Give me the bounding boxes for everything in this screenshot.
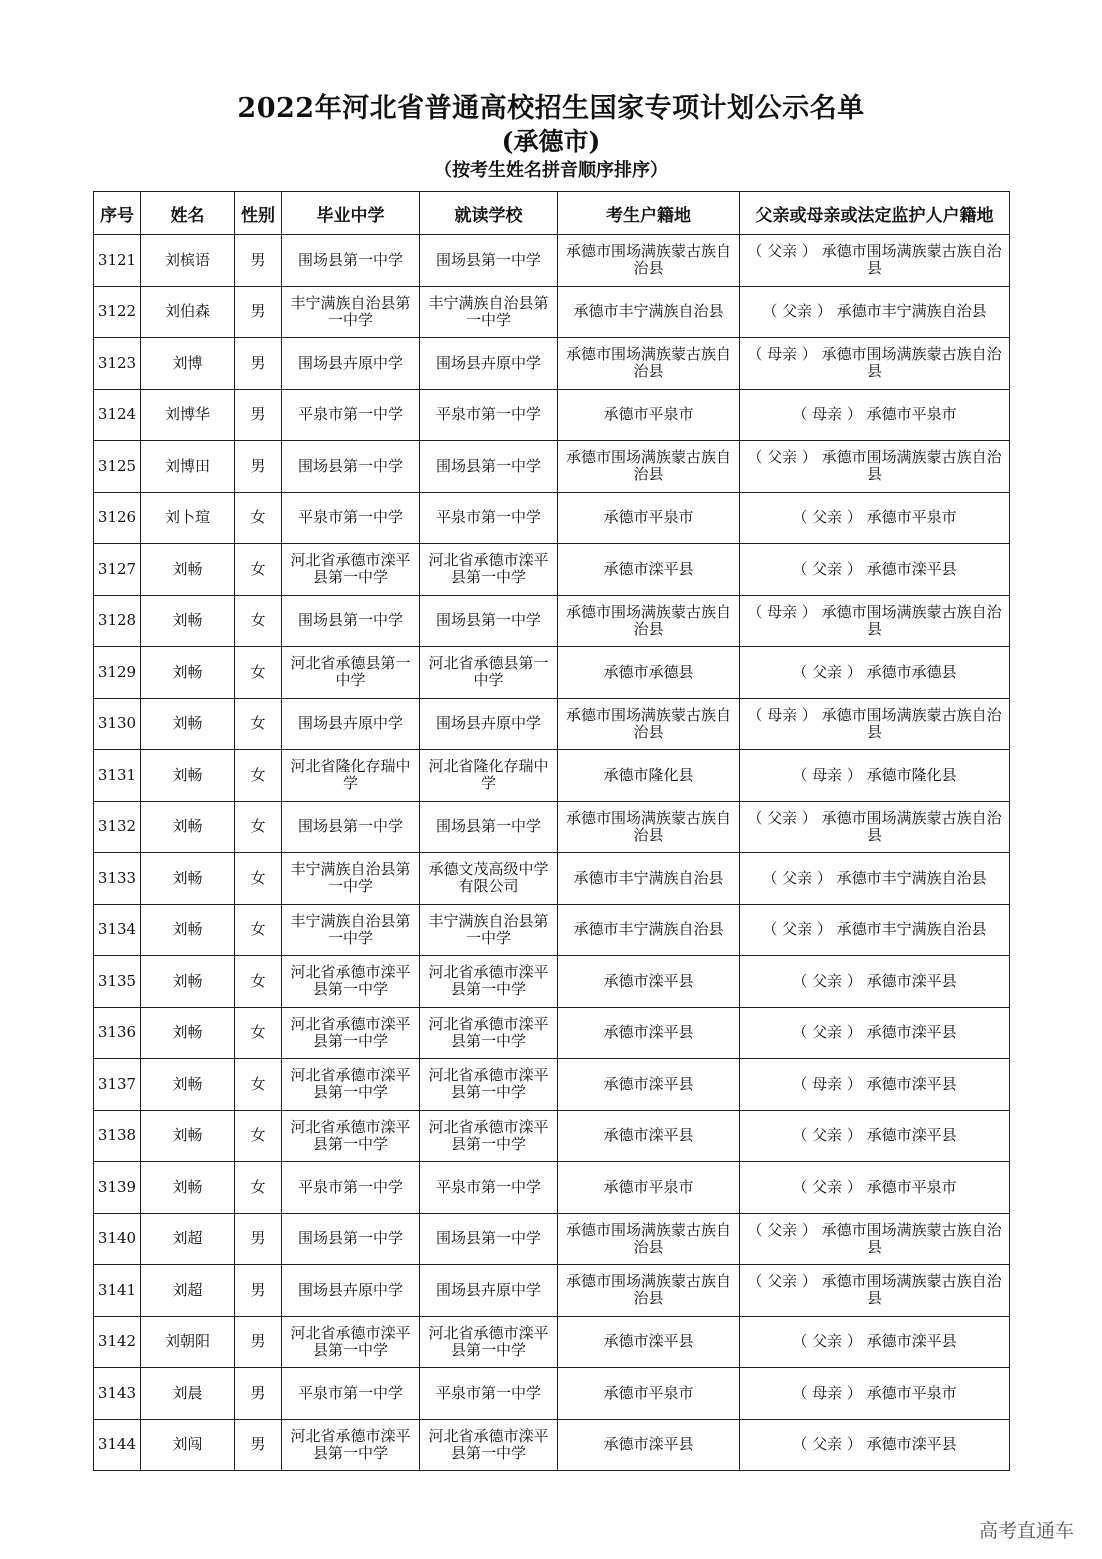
cell-name: 刘伯森 <box>141 286 235 338</box>
cell-gender: 女 <box>235 904 282 956</box>
cell-seq: 3141 <box>94 1265 141 1317</box>
cell-seq: 3142 <box>94 1316 141 1368</box>
table-row <box>94 1368 1010 1420</box>
table-row <box>94 595 1010 647</box>
cell-gender: 女 <box>235 1059 282 1111</box>
table-header <box>94 192 1010 235</box>
cell-current-school: 河北省承德市滦平县第一中学 <box>420 544 558 596</box>
table-row <box>94 904 1010 956</box>
cell-seq: 3132 <box>94 801 141 853</box>
cell-name: 刘畅 <box>141 904 235 956</box>
cell-name: 刘闯 <box>141 1419 235 1471</box>
cell-seq: 3126 <box>94 492 141 544</box>
sort-note: （按考生姓名拼音顺序排序） <box>434 160 668 181</box>
cell-seq: 3133 <box>94 853 141 905</box>
cell-student-residence: 承德市滦平县 <box>558 1110 740 1162</box>
cell-name: 刘畅 <box>141 750 235 802</box>
table-row <box>94 441 1010 493</box>
cell-seq: 3128 <box>94 595 141 647</box>
table-row <box>94 956 1010 1008</box>
table-row <box>94 544 1010 596</box>
cell-student-residence: 承德市围场满族蒙古族自治县 <box>558 441 740 493</box>
cell-graduation-school: 河北省承德市滦平县第一中学 <box>282 1316 420 1368</box>
cell-name: 刘畅 <box>141 544 235 596</box>
cell-name: 刘畅 <box>141 1162 235 1214</box>
cell-guardian-residence: （ 父亲 ） 承德市围场满族蒙古族自治县 <box>740 235 1010 287</box>
cell-graduation-school: 河北省承德市滦平县第一中学 <box>282 1059 420 1111</box>
cell-current-school: 河北省隆化存瑞中学 <box>420 750 558 802</box>
cell-guardian-residence: （ 父亲 ） 承德市丰宁满族自治县 <box>740 904 1010 956</box>
cell-gender: 男 <box>235 1213 282 1265</box>
cell-graduation-school: 丰宁满族自治县第一中学 <box>282 286 420 338</box>
cell-student-residence: 承德市平泉市 <box>558 1368 740 1420</box>
cell-seq: 3129 <box>94 647 141 699</box>
page-subtitle: (承德市) <box>501 127 601 156</box>
cell-seq: 3143 <box>94 1368 141 1420</box>
cell-graduation-school: 丰宁满族自治县第一中学 <box>282 904 420 956</box>
cell-gender: 女 <box>235 647 282 699</box>
cell-current-school: 河北省承德市滦平县第一中学 <box>420 1059 558 1111</box>
cell-gender: 女 <box>235 544 282 596</box>
cell-name: 刘畅 <box>141 647 235 699</box>
table-row <box>94 1110 1010 1162</box>
cell-seq: 3144 <box>94 1419 141 1471</box>
table-row <box>94 389 1010 441</box>
cell-graduation-school: 河北省承德市滦平县第一中学 <box>282 1007 420 1059</box>
header-row <box>94 192 1010 235</box>
admission-list-table <box>93 191 1010 1471</box>
cell-seq: 3127 <box>94 544 141 596</box>
cell-student-residence: 承德市承德县 <box>558 647 740 699</box>
cell-gender: 女 <box>235 1162 282 1214</box>
cell-student-residence: 承德市围场满族蒙古族自治县 <box>558 338 740 390</box>
cell-gender: 男 <box>235 1368 282 1420</box>
cell-gender: 男 <box>235 235 282 287</box>
cell-name: 刘博田 <box>141 441 235 493</box>
cell-guardian-residence: （ 父亲 ） 承德市平泉市 <box>740 492 1010 544</box>
table-row <box>94 1007 1010 1059</box>
cell-seq: 3140 <box>94 1213 141 1265</box>
cell-student-residence: 承德市围场满族蒙古族自治县 <box>558 595 740 647</box>
table-row <box>94 801 1010 853</box>
cell-name: 刘晨 <box>141 1368 235 1420</box>
cell-graduation-school: 平泉市第一中学 <box>282 1368 420 1420</box>
cell-name: 刘卜瑄 <box>141 492 235 544</box>
cell-name: 刘畅 <box>141 1059 235 1111</box>
cell-guardian-residence: （ 父亲 ） 承德市滦平县 <box>740 1419 1010 1471</box>
cell-graduation-school: 河北省承德市滦平县第一中学 <box>282 1419 420 1471</box>
cell-graduation-school: 河北省隆化存瑞中学 <box>282 750 420 802</box>
cell-name: 刘畅 <box>141 801 235 853</box>
cell-guardian-residence: （ 父亲 ） 承德市围场满族蒙古族自治县 <box>740 801 1010 853</box>
table-row <box>94 647 1010 699</box>
cell-guardian-residence: （ 父亲 ） 承德市围场满族蒙古族自治县 <box>740 1213 1010 1265</box>
cell-student-residence: 承德市平泉市 <box>558 389 740 441</box>
cell-student-residence: 承德市丰宁满族自治县 <box>558 904 740 956</box>
cell-seq: 3122 <box>94 286 141 338</box>
col-header-current-school: 就读学校 <box>420 192 558 235</box>
cell-graduation-school: 平泉市第一中学 <box>282 389 420 441</box>
cell-guardian-residence: （ 父亲 ） 承德市滦平县 <box>740 1110 1010 1162</box>
cell-current-school: 河北省承德市滦平县第一中学 <box>420 1419 558 1471</box>
cell-gender: 女 <box>235 956 282 1008</box>
cell-student-residence: 承德市滦平县 <box>558 544 740 596</box>
cell-current-school: 河北省承德市滦平县第一中学 <box>420 956 558 1008</box>
cell-current-school: 围场县卉原中学 <box>420 338 558 390</box>
cell-current-school: 河北省承德市滦平县第一中学 <box>420 1007 558 1059</box>
cell-gender: 男 <box>235 1316 282 1368</box>
cell-guardian-residence: （ 父亲 ） 承德市滦平县 <box>740 1007 1010 1059</box>
cell-name: 刘畅 <box>141 698 235 750</box>
table-row <box>94 853 1010 905</box>
cell-student-residence: 承德市滦平县 <box>558 1059 740 1111</box>
cell-student-residence: 承德市平泉市 <box>558 492 740 544</box>
watermark-text: 高考直通车 <box>978 1520 1074 1542</box>
cell-current-school: 围场县卉原中学 <box>420 698 558 750</box>
cell-gender: 女 <box>235 750 282 802</box>
cell-gender: 男 <box>235 389 282 441</box>
cell-guardian-residence: （ 母亲 ） 承德市围场满族蒙古族自治县 <box>740 595 1010 647</box>
cell-name: 刘朝阳 <box>141 1316 235 1368</box>
cell-student-residence: 承德市围场满族蒙古族自治县 <box>558 698 740 750</box>
cell-student-residence: 承德市滦平县 <box>558 956 740 1008</box>
col-header-name: 姓名 <box>141 192 235 235</box>
cell-student-residence: 承德市围场满族蒙古族自治县 <box>558 801 740 853</box>
cell-seq: 3125 <box>94 441 141 493</box>
col-header-guardian-residence: 父亲或母亲或法定监护人户籍地 <box>740 192 1010 235</box>
cell-current-school: 平泉市第一中学 <box>420 389 558 441</box>
cell-student-residence: 承德市围场满族蒙古族自治县 <box>558 1213 740 1265</box>
page-title: 2022年河北省普通高校招生国家专项计划公示名单 <box>237 93 865 124</box>
cell-name: 刘超 <box>141 1265 235 1317</box>
cell-graduation-school: 河北省承德县第一中学 <box>282 647 420 699</box>
cell-name: 刘畅 <box>141 595 235 647</box>
cell-current-school: 平泉市第一中学 <box>420 1162 558 1214</box>
cell-graduation-school: 围场县第一中学 <box>282 595 420 647</box>
cell-current-school: 围场县卉原中学 <box>420 1265 558 1317</box>
cell-guardian-residence: （ 父亲 ） 承德市滦平县 <box>740 1316 1010 1368</box>
cell-name: 刘畅 <box>141 853 235 905</box>
cell-guardian-residence: （ 父亲 ） 承德市丰宁满族自治县 <box>740 286 1010 338</box>
col-header-student-residence: 考生户籍地 <box>558 192 740 235</box>
cell-seq: 3136 <box>94 1007 141 1059</box>
cell-student-residence: 承德市滦平县 <box>558 1316 740 1368</box>
cell-name: 刘博华 <box>141 389 235 441</box>
cell-name: 刘超 <box>141 1213 235 1265</box>
cell-current-school: 围场县第一中学 <box>420 235 558 287</box>
cell-graduation-school: 围场县第一中学 <box>282 1213 420 1265</box>
cell-current-school: 围场县第一中学 <box>420 1213 558 1265</box>
cell-guardian-residence: （ 母亲 ） 承德市隆化县 <box>740 750 1010 802</box>
cell-graduation-school: 丰宁满族自治县第一中学 <box>282 853 420 905</box>
cell-guardian-residence: （ 父亲 ） 承德市承德县 <box>740 647 1010 699</box>
cell-gender: 女 <box>235 853 282 905</box>
table-row <box>94 1162 1010 1214</box>
cell-gender: 男 <box>235 1419 282 1471</box>
col-header-seq: 序号 <box>94 192 141 235</box>
cell-student-residence: 承德市丰宁满族自治县 <box>558 286 740 338</box>
cell-guardian-residence: （ 母亲 ） 承德市围场满族蒙古族自治县 <box>740 698 1010 750</box>
cell-student-residence: 承德市隆化县 <box>558 750 740 802</box>
cell-guardian-residence: （ 母亲 ） 承德市滦平县 <box>740 1059 1010 1111</box>
cell-current-school: 围场县第一中学 <box>420 441 558 493</box>
table-body <box>94 235 1010 1471</box>
cell-graduation-school: 河北省承德市滦平县第一中学 <box>282 1110 420 1162</box>
col-header-graduation-school: 毕业中学 <box>282 192 420 235</box>
cell-graduation-school: 围场县卉原中学 <box>282 1265 420 1317</box>
cell-graduation-school: 河北省承德市滦平县第一中学 <box>282 956 420 1008</box>
table-row <box>94 1419 1010 1471</box>
cell-gender: 女 <box>235 1110 282 1162</box>
cell-gender: 女 <box>235 698 282 750</box>
cell-graduation-school: 围场县第一中学 <box>282 441 420 493</box>
cell-name: 刘槟语 <box>141 235 235 287</box>
cell-name: 刘博 <box>141 338 235 390</box>
cell-student-residence: 承德市围场满族蒙古族自治县 <box>558 235 740 287</box>
cell-current-school: 丰宁满族自治县第一中学 <box>420 904 558 956</box>
cell-current-school: 平泉市第一中学 <box>420 1368 558 1420</box>
table-row <box>94 1059 1010 1111</box>
table-row <box>94 338 1010 390</box>
cell-student-residence: 承德市丰宁满族自治县 <box>558 853 740 905</box>
cell-seq: 3134 <box>94 904 141 956</box>
cell-seq: 3137 <box>94 1059 141 1111</box>
cell-graduation-school: 平泉市第一中学 <box>282 1162 420 1214</box>
cell-name: 刘畅 <box>141 956 235 1008</box>
cell-guardian-residence: （ 父亲 ） 承德市平泉市 <box>740 1162 1010 1214</box>
cell-seq: 3121 <box>94 235 141 287</box>
cell-seq: 3131 <box>94 750 141 802</box>
cell-seq: 3138 <box>94 1110 141 1162</box>
col-header-gender: 性别 <box>235 192 282 235</box>
cell-graduation-school: 围场县卉原中学 <box>282 338 420 390</box>
cell-current-school: 河北省承德市滦平县第一中学 <box>420 1110 558 1162</box>
table-row <box>94 1213 1010 1265</box>
cell-seq: 3123 <box>94 338 141 390</box>
cell-gender: 女 <box>235 492 282 544</box>
cell-current-school: 丰宁满族自治县第一中学 <box>420 286 558 338</box>
cell-seq: 3130 <box>94 698 141 750</box>
table-row <box>94 235 1010 287</box>
table-row <box>94 698 1010 750</box>
cell-gender: 男 <box>235 441 282 493</box>
cell-student-residence: 承德市滦平县 <box>558 1007 740 1059</box>
cell-guardian-residence: （ 父亲 ） 承德市丰宁满族自治县 <box>740 853 1010 905</box>
cell-gender: 男 <box>235 338 282 390</box>
cell-seq: 3124 <box>94 389 141 441</box>
cell-gender: 女 <box>235 801 282 853</box>
table-row <box>94 1265 1010 1317</box>
cell-guardian-residence: （ 父亲 ） 承德市围场满族蒙古族自治县 <box>740 1265 1010 1317</box>
cell-guardian-residence: （ 母亲 ） 承德市围场满族蒙古族自治县 <box>740 338 1010 390</box>
cell-seq: 3135 <box>94 956 141 1008</box>
table-row <box>94 1316 1010 1368</box>
cell-name: 刘畅 <box>141 1007 235 1059</box>
cell-current-school: 围场县第一中学 <box>420 801 558 853</box>
cell-seq: 3139 <box>94 1162 141 1214</box>
cell-current-school: 承德文茂高级中学有限公司 <box>420 853 558 905</box>
cell-graduation-school: 围场县卉原中学 <box>282 698 420 750</box>
cell-current-school: 河北省承德市滦平县第一中学 <box>420 1316 558 1368</box>
cell-guardian-residence: （ 父亲 ） 承德市滦平县 <box>740 956 1010 1008</box>
cell-student-residence: 承德市围场满族蒙古族自治县 <box>558 1265 740 1317</box>
cell-gender: 男 <box>235 1265 282 1317</box>
cell-guardian-residence: （ 母亲 ） 承德市平泉市 <box>740 1368 1010 1420</box>
cell-graduation-school: 河北省承德市滦平县第一中学 <box>282 544 420 596</box>
cell-student-residence: 承德市滦平县 <box>558 1419 740 1471</box>
cell-graduation-school: 围场县第一中学 <box>282 801 420 853</box>
cell-gender: 女 <box>235 595 282 647</box>
cell-name: 刘畅 <box>141 1110 235 1162</box>
table-row <box>94 286 1010 338</box>
cell-gender: 女 <box>235 1007 282 1059</box>
cell-graduation-school: 平泉市第一中学 <box>282 492 420 544</box>
cell-graduation-school: 围场县第一中学 <box>282 235 420 287</box>
cell-current-school: 平泉市第一中学 <box>420 492 558 544</box>
cell-guardian-residence: （ 父亲 ） 承德市滦平县 <box>740 544 1010 596</box>
cell-student-residence: 承德市平泉市 <box>558 1162 740 1214</box>
cell-current-school: 河北省承德县第一中学 <box>420 647 558 699</box>
table-row <box>94 492 1010 544</box>
cell-guardian-residence: （ 母亲 ） 承德市平泉市 <box>740 389 1010 441</box>
table-row <box>94 750 1010 802</box>
cell-current-school: 围场县第一中学 <box>420 595 558 647</box>
cell-guardian-residence: （ 父亲 ） 承德市围场满族蒙古族自治县 <box>740 441 1010 493</box>
cell-gender: 男 <box>235 286 282 338</box>
